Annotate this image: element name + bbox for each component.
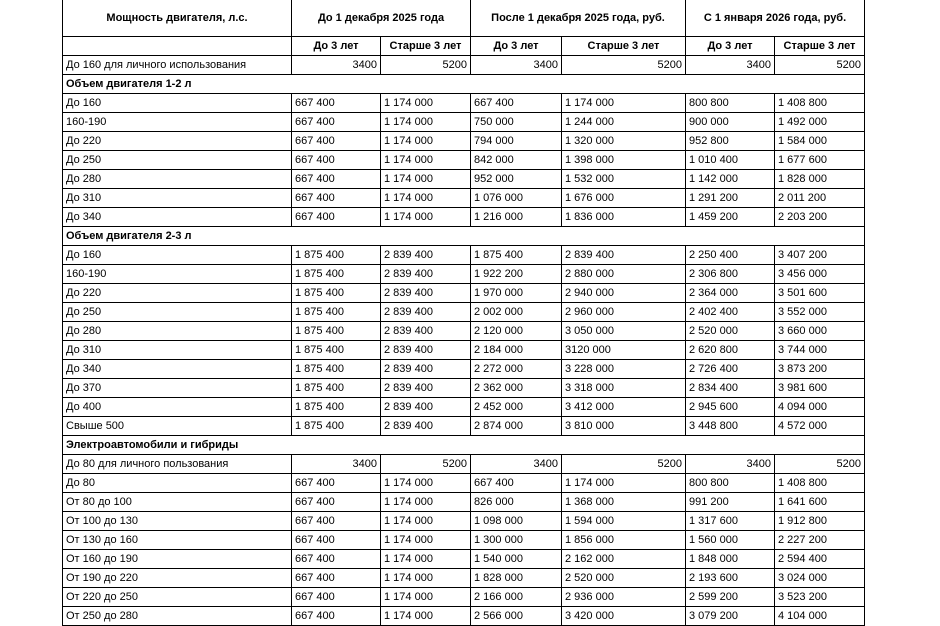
fee-value-cell: 1 875 400	[292, 284, 381, 303]
fee-value-cell: 1 142 000	[686, 170, 775, 189]
fee-value-cell: 2 362 000	[471, 379, 562, 398]
fee-value-cell: 1 174 000	[381, 113, 471, 132]
fee-value-cell: 826 000	[471, 493, 562, 512]
fee-value-cell: 5200	[562, 455, 686, 474]
fee-value-cell: 1 584 000	[775, 132, 865, 151]
fee-value-cell: 1 174 000	[381, 474, 471, 493]
fee-value-cell: 2 452 000	[471, 398, 562, 417]
fee-value-cell: 1 174 000	[381, 493, 471, 512]
fee-value-cell: 667 400	[292, 132, 381, 151]
fee-value-cell: 667 400	[292, 550, 381, 569]
fee-value-cell: 3 412 000	[562, 398, 686, 417]
row-label: До 160	[63, 94, 292, 113]
period-header-before-dec-2025: До 1 декабря 2025 года	[292, 0, 471, 37]
age-header-young: До 3 лет	[471, 37, 562, 56]
table-row	[63, 208, 865, 227]
fee-value-cell: 800 800	[686, 474, 775, 493]
fee-value-cell: 1 174 000	[381, 512, 471, 531]
fee-value-cell: 3400	[292, 455, 381, 474]
fee-value-cell: 667 400	[292, 474, 381, 493]
fee-value-cell: 2 520 000	[562, 569, 686, 588]
fee-value-cell: 1 174 000	[381, 189, 471, 208]
fee-value-cell: 2 839 400	[381, 360, 471, 379]
fee-value-cell: 2 839 400	[562, 246, 686, 265]
fee-value-cell: 3 660 000	[775, 322, 865, 341]
personal-use-row	[63, 56, 865, 75]
section-header-row	[63, 75, 865, 94]
table-row	[63, 493, 865, 512]
fee-value-cell: 4 094 000	[775, 398, 865, 417]
table-row	[63, 474, 865, 493]
fee-value-cell: 3 448 800	[686, 417, 775, 436]
fee-value-cell: 2 839 400	[381, 417, 471, 436]
table-row	[63, 341, 865, 360]
fee-value-cell: 5200	[775, 56, 865, 75]
fee-value-cell: 1 174 000	[381, 607, 471, 626]
fee-value-cell: 1 174 000	[381, 588, 471, 607]
fee-value-cell: 1 875 400	[292, 265, 381, 284]
fee-value-cell: 991 200	[686, 493, 775, 512]
fee-value-cell: 2 839 400	[381, 284, 471, 303]
fee-value-cell: 1 922 200	[471, 265, 562, 284]
fee-value-cell: 1 540 000	[471, 550, 562, 569]
table-row	[63, 531, 865, 550]
fee-value-cell: 1 875 400	[292, 398, 381, 417]
fee-value-cell: 1 459 200	[686, 208, 775, 227]
row-label: От 160 до 190	[63, 550, 292, 569]
fee-value-cell: 667 400	[292, 512, 381, 531]
fee-value-cell: 667 400	[471, 474, 562, 493]
fee-value-cell: 1 970 000	[471, 284, 562, 303]
fee-value-cell: 5200	[381, 455, 471, 474]
fee-value-cell: 2 874 000	[471, 417, 562, 436]
fee-value-cell: 3 873 200	[775, 360, 865, 379]
fee-value-cell: 2 834 400	[686, 379, 775, 398]
period-header-after-dec-2025: После 1 декабря 2025 года, руб.	[471, 0, 686, 37]
section-header-row	[63, 227, 865, 246]
row-label: До 280	[63, 170, 292, 189]
age-header-old: Старше 3 лет	[775, 37, 865, 56]
fee-value-cell: 1 408 800	[775, 94, 865, 113]
table-body	[63, 56, 865, 626]
fee-value-cell: 2 184 000	[471, 341, 562, 360]
age-header-young: До 3 лет	[686, 37, 775, 56]
fee-value-cell: 3 420 000	[562, 607, 686, 626]
fee-value-cell: 1 398 000	[562, 151, 686, 170]
fee-value-cell: 2 011 200	[775, 189, 865, 208]
fee-value-cell: 2 364 000	[686, 284, 775, 303]
row-label: Свыше 500	[63, 417, 292, 436]
table-row	[63, 284, 865, 303]
fee-value-cell: 2 520 000	[686, 322, 775, 341]
row-label: До 280	[63, 322, 292, 341]
table-row	[63, 246, 865, 265]
table-row	[63, 569, 865, 588]
fee-value-cell: 1 368 000	[562, 493, 686, 512]
fee-value-cell: 3 407 200	[775, 246, 865, 265]
fee-value-cell: 1 174 000	[381, 151, 471, 170]
fee-value-cell: 1 174 000	[381, 208, 471, 227]
fee-value-cell: 3 024 000	[775, 569, 865, 588]
header-row-periods	[63, 0, 865, 37]
fee-value-cell: 5200	[775, 455, 865, 474]
fee-value-cell: 2 120 000	[471, 322, 562, 341]
row-label: До 310	[63, 341, 292, 360]
fee-value-cell: 667 400	[471, 94, 562, 113]
row-label: До 80 для личного пользования	[63, 455, 292, 474]
table-row	[63, 588, 865, 607]
row-label: До 400	[63, 398, 292, 417]
fee-value-cell: 3400	[471, 56, 562, 75]
section-title: Электроавтомобили и гибриды	[63, 436, 865, 455]
fee-value-cell: 3 318 000	[562, 379, 686, 398]
fee-value-cell: 1 848 000	[686, 550, 775, 569]
row-label: От 100 до 130	[63, 512, 292, 531]
fee-value-cell: 1 875 400	[292, 341, 381, 360]
personal-use-row	[63, 455, 865, 474]
fee-value-cell: 667 400	[292, 493, 381, 512]
fee-value-cell: 2 166 000	[471, 588, 562, 607]
table-row	[63, 512, 865, 531]
fee-value-cell: 1 875 400	[292, 417, 381, 436]
fee-value-cell: 3 981 600	[775, 379, 865, 398]
fee-value-cell: 1 875 400	[292, 322, 381, 341]
row-label: До 340	[63, 208, 292, 227]
table-row	[63, 303, 865, 322]
fee-value-cell: 1 098 000	[471, 512, 562, 531]
fee-value-cell: 1 174 000	[381, 170, 471, 189]
table-row	[63, 170, 865, 189]
row-label: До 340	[63, 360, 292, 379]
fee-value-cell: 1 010 400	[686, 151, 775, 170]
fee-value-cell: 1 560 000	[686, 531, 775, 550]
row-label: До 370	[63, 379, 292, 398]
table-row	[63, 151, 865, 170]
table-row	[63, 360, 865, 379]
fee-value-cell: 3 744 000	[775, 341, 865, 360]
fee-value-cell: 1 300 000	[471, 531, 562, 550]
period-header-from-jan-2026: С 1 января 2026 года, руб.	[686, 0, 865, 37]
fee-value-cell: 1 875 400	[292, 360, 381, 379]
row-label: До 250	[63, 303, 292, 322]
fee-value-cell: 1 174 000	[381, 94, 471, 113]
row-label: До 160 для личного использования	[63, 56, 292, 75]
fee-value-cell: 1 677 600	[775, 151, 865, 170]
row-label: 160-190	[63, 265, 292, 284]
row-label: До 80	[63, 474, 292, 493]
fee-value-cell: 2 726 400	[686, 360, 775, 379]
fee-value-cell: 3400	[292, 56, 381, 75]
fee-value-cell: 3 228 000	[562, 360, 686, 379]
fee-value-cell: 2 203 200	[775, 208, 865, 227]
fee-value-cell: 794 000	[471, 132, 562, 151]
fee-value-cell: 1 317 600	[686, 512, 775, 531]
fee-value-cell: 2 227 200	[775, 531, 865, 550]
fee-value-cell: 2 002 000	[471, 303, 562, 322]
fee-value-cell: 1 875 400	[292, 246, 381, 265]
row-label: До 310	[63, 189, 292, 208]
fee-value-cell: 2 250 400	[686, 246, 775, 265]
fee-value-cell: 1 076 000	[471, 189, 562, 208]
fee-value-cell: 1 174 000	[381, 550, 471, 569]
fee-value-cell: 2 839 400	[381, 398, 471, 417]
fee-value-cell: 1 875 400	[471, 246, 562, 265]
fee-value-cell: 1 828 000	[775, 170, 865, 189]
fee-value-cell: 2 594 400	[775, 550, 865, 569]
table-row	[63, 379, 865, 398]
fee-value-cell: 5200	[381, 56, 471, 75]
fee-value-cell: 1 174 000	[562, 474, 686, 493]
row-label: До 160	[63, 246, 292, 265]
table-row	[63, 417, 865, 436]
fee-value-cell: 2 945 600	[686, 398, 775, 417]
fee-value-cell: 667 400	[292, 151, 381, 170]
row-label: От 130 до 160	[63, 531, 292, 550]
fee-value-cell: 842 000	[471, 151, 562, 170]
fee-value-cell: 2 272 000	[471, 360, 562, 379]
table-row	[63, 132, 865, 151]
fee-value-cell: 1 594 000	[562, 512, 686, 531]
fee-value-cell: 1 216 000	[471, 208, 562, 227]
fee-value-cell: 3120 000	[562, 341, 686, 360]
fee-value-cell: 2 839 400	[381, 379, 471, 398]
fee-value-cell: 1 291 200	[686, 189, 775, 208]
fee-value-cell: 800 800	[686, 94, 775, 113]
row-label: От 220 до 250	[63, 588, 292, 607]
fee-value-cell: 2 839 400	[381, 246, 471, 265]
row-label: От 250 до 280	[63, 607, 292, 626]
fee-value-cell: 952 800	[686, 132, 775, 151]
fee-value-cell: 3 079 200	[686, 607, 775, 626]
fee-table-container	[62, 0, 865, 626]
fee-value-cell: 3400	[471, 455, 562, 474]
fee-value-cell: 2 402 400	[686, 303, 775, 322]
fee-value-cell: 667 400	[292, 531, 381, 550]
fee-value-cell: 4 104 000	[775, 607, 865, 626]
table-row	[63, 607, 865, 626]
table-row	[63, 94, 865, 113]
fee-value-cell: 2 193 600	[686, 569, 775, 588]
fee-value-cell: 4 572 000	[775, 417, 865, 436]
age-header-old: Старше 3 лет	[381, 37, 471, 56]
fee-value-cell: 5200	[562, 56, 686, 75]
fee-value-cell: 900 000	[686, 113, 775, 132]
fee-value-cell: 1 641 600	[775, 493, 865, 512]
fee-value-cell: 2 880 000	[562, 265, 686, 284]
power-column-header: Мощность двигателя, л.с.	[63, 0, 292, 37]
fee-value-cell: 1 912 800	[775, 512, 865, 531]
age-header-old: Старше 3 лет	[562, 37, 686, 56]
fee-value-cell: 1 676 000	[562, 189, 686, 208]
fee-value-cell: 2 839 400	[381, 303, 471, 322]
fee-value-cell: 3 552 000	[775, 303, 865, 322]
table-row	[63, 550, 865, 569]
fee-value-cell: 1 320 000	[562, 132, 686, 151]
fee-value-cell: 3400	[686, 455, 775, 474]
fee-value-cell: 952 000	[471, 170, 562, 189]
fee-value-cell: 3 050 000	[562, 322, 686, 341]
fee-value-cell: 2 599 200	[686, 588, 775, 607]
fee-value-cell: 2 306 800	[686, 265, 775, 284]
empty-header-cell	[63, 37, 292, 56]
fee-value-cell: 667 400	[292, 208, 381, 227]
fee-value-cell: 750 000	[471, 113, 562, 132]
fee-value-cell: 667 400	[292, 588, 381, 607]
fee-value-cell: 2 620 800	[686, 341, 775, 360]
fee-value-cell: 1 492 000	[775, 113, 865, 132]
fee-value-cell: 1 875 400	[292, 303, 381, 322]
row-label: До 220	[63, 284, 292, 303]
table-row	[63, 322, 865, 341]
fee-value-cell: 1 836 000	[562, 208, 686, 227]
fee-value-cell: 1 532 000	[562, 170, 686, 189]
fee-value-cell: 1 828 000	[471, 569, 562, 588]
fee-value-cell: 2 839 400	[381, 322, 471, 341]
section-title: Объем двигателя 1-2 л	[63, 75, 865, 94]
row-label: До 220	[63, 132, 292, 151]
row-label: До 250	[63, 151, 292, 170]
row-label: 160-190	[63, 113, 292, 132]
fee-value-cell: 3 501 600	[775, 284, 865, 303]
fee-value-cell: 2 566 000	[471, 607, 562, 626]
fee-value-cell: 667 400	[292, 170, 381, 189]
header-row-ages	[63, 37, 865, 56]
fee-value-cell: 2 936 000	[562, 588, 686, 607]
fee-value-cell: 1 174 000	[562, 94, 686, 113]
fee-value-cell: 1 174 000	[381, 132, 471, 151]
table-row	[63, 189, 865, 208]
row-label: От 80 до 100	[63, 493, 292, 512]
fee-value-cell: 3 456 000	[775, 265, 865, 284]
fee-value-cell: 667 400	[292, 569, 381, 588]
section-header-row	[63, 436, 865, 455]
section-title: Объем двигателя 2-3 л	[63, 227, 865, 246]
fee-value-cell: 1 856 000	[562, 531, 686, 550]
fee-value-cell: 2 162 000	[562, 550, 686, 569]
fee-value-cell: 667 400	[292, 94, 381, 113]
table-row	[63, 113, 865, 132]
fee-value-cell: 667 400	[292, 189, 381, 208]
fee-value-cell: 1 244 000	[562, 113, 686, 132]
fee-value-cell: 3 523 200	[775, 588, 865, 607]
fee-value-cell: 1 174 000	[381, 569, 471, 588]
table-row	[63, 398, 865, 417]
fee-value-cell: 667 400	[292, 113, 381, 132]
fee-value-cell: 2 839 400	[381, 341, 471, 360]
table-row	[63, 265, 865, 284]
fee-table	[62, 0, 865, 626]
fee-value-cell: 1 875 400	[292, 379, 381, 398]
age-header-young: До 3 лет	[292, 37, 381, 56]
fee-value-cell: 2 940 000	[562, 284, 686, 303]
fee-value-cell: 667 400	[292, 607, 381, 626]
fee-value-cell: 1 408 800	[775, 474, 865, 493]
fee-value-cell: 1 174 000	[381, 531, 471, 550]
fee-value-cell: 2 839 400	[381, 265, 471, 284]
row-label: От 190 до 220	[63, 569, 292, 588]
fee-value-cell: 3 810 000	[562, 417, 686, 436]
fee-value-cell: 3400	[686, 56, 775, 75]
fee-value-cell: 2 960 000	[562, 303, 686, 322]
